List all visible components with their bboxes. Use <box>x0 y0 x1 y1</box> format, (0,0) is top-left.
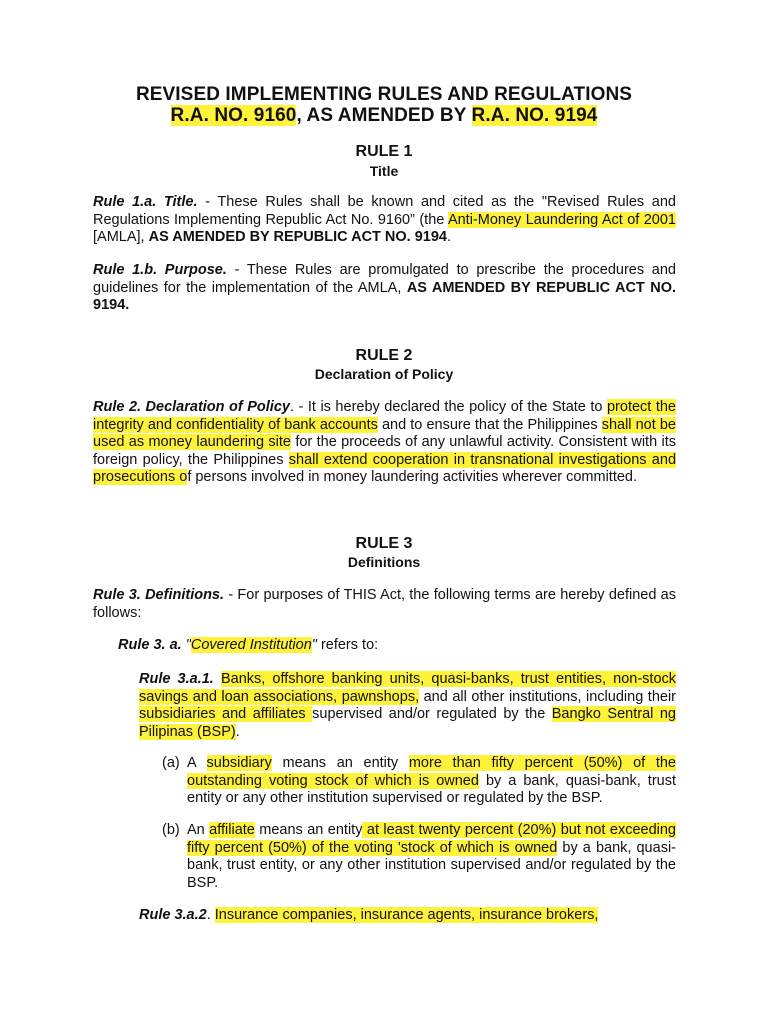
highlight-affiliate: affiliate <box>209 822 255 838</box>
item-marker-a: (a) <box>162 755 180 771</box>
rule-3a-text: refers to: <box>316 637 379 653</box>
item-b-text-0: An <box>187 822 210 838</box>
item-b-text-2: by a bank, quasi-bank, trust entity, or any other institution supervised and/or regulated by the BSP. <box>187 839 676 891</box>
rule-1b-text: - These Rules are promulgated to prescribe the procedures and guidelines for the implementation of the AMLA, <box>93 262 676 296</box>
rule-2-heading: RULE 2 <box>355 347 413 364</box>
title-mid-text: , AS AMENDED BY <box>296 105 472 126</box>
rule-3-subheading: Definitions <box>347 554 421 570</box>
rule-3-text: - For purposes of THIS Act, the following terms are hereby defined as follows: <box>93 587 676 621</box>
highlight-not-laundering-site: shall not be used as money laundering site <box>93 416 676 450</box>
highlight-ra-9194: R.A. NO. 9194 <box>471 105 598 126</box>
rule-3a-quote-open: " <box>181 637 191 653</box>
rule-3a1-text-1: and all other institutions, including their <box>419 688 676 705</box>
rule-2-text-2: for the proceeds of any unlawful activity. Consistent with its foreign policy, the Philippines <box>93 434 676 468</box>
item-a-text-0: A <box>187 755 207 771</box>
document-title <box>0 84 768 126</box>
highlight-ra-9160: R.A. NO. 9160 <box>170 105 297 126</box>
rule-2-text-3: f persons involved in money laundering activities wherever committed. <box>187 469 638 485</box>
rule-1a-paragraph <box>93 194 676 247</box>
rule-3a1-text-3: . <box>235 723 240 740</box>
rule-3a-quote-close: " <box>311 637 317 653</box>
rule-2-label: Rule 2. Declaration of Policy <box>93 399 290 415</box>
rule-1a-bold: AS AMENDED BY REPUBLIC ACT NO. 9194 <box>148 229 447 245</box>
highlight-amla-name: Anti-Money Laundering Act of 2001 <box>447 211 676 228</box>
rule-3a1-paragraph <box>139 671 676 741</box>
rule-3a2-paragraph <box>139 907 676 925</box>
highlight-more-than-fifty: more than fifty percent (50%) of the outstanding voting stock of which is owned <box>187 755 676 789</box>
rule-2-text-1: and to ensure that the Philippines <box>377 416 602 433</box>
definition-item-affiliate <box>162 822 676 892</box>
rule-1a-label: Rule 1.a. Title. <box>93 194 198 210</box>
highlight-covered-institution: Covered Institution <box>190 637 312 653</box>
title-line-1: REVISED IMPLEMENTING RULES AND REGULATIONS <box>135 84 633 105</box>
highlight-twenty-to-fifty: at least twenty percent (20%) but not exceeding fifty percent (50%) of the voting 'stock of which is owned <box>187 822 676 856</box>
highlight-subsidiaries-affiliates: subsidiaries and affiliates <box>139 706 313 722</box>
highlight-protect-integrity: protect the integrity and confidentiality of bank accounts <box>93 399 676 433</box>
item-b-body <box>187 822 676 892</box>
rule-3a2-text-0: . <box>206 907 215 923</box>
rule-2-subheading: Declaration of Policy <box>314 366 454 382</box>
rule-3-label: Rule 3. Definitions. <box>93 587 225 603</box>
highlight-subsidiary: subsidiary <box>206 755 272 771</box>
item-marker-b: (b) <box>162 822 180 838</box>
highlight-banks-list: Banks, offshore banking units, quasi-banks, trust entities, non-stock savings and loan associations, pawnshops, <box>139 671 677 705</box>
item-a-body <box>187 755 676 808</box>
rule-3a2-label: Rule 3.a.2 <box>139 907 207 923</box>
item-a-text-2: by a bank, quasi-bank, trust entity or any other institution supervised or regulated by the BSP. <box>187 772 676 806</box>
title-line-2 <box>0 105 768 126</box>
item-b-text-1: means an entity <box>254 822 363 838</box>
rule-3a-paragraph <box>118 637 676 655</box>
rule-3-heading: RULE 3 <box>355 535 413 552</box>
highlight-bsp: Bangko Sentral ng Pilipinas (BSP) <box>139 706 676 740</box>
rule-1b-paragraph <box>93 262 676 315</box>
item-a-text-1: means an entity <box>271 755 409 771</box>
highlight-extend-cooperation: shall extend cooperation in transnational investigations and prosecutions o <box>93 451 677 485</box>
rule-1-subheading: Title <box>369 163 399 179</box>
rule-3a-label: Rule 3. a. <box>118 637 182 653</box>
rule-1a-text-2: [AMLA], <box>93 229 149 245</box>
rule-3-paragraph <box>93 587 676 622</box>
rule-1b-bold: AS AMENDED BY REPUBLIC ACT NO. 9194. <box>93 279 676 313</box>
definition-item-subsidiary <box>162 755 676 808</box>
rule-3a1-text-2: supervised and/or regulated by the <box>312 706 552 722</box>
rule-1a-text-3: . <box>447 229 452 245</box>
highlight-insurance-list: Insurance companies, insurance agents, insurance brokers, <box>214 907 599 923</box>
rule-3a1-label: Rule 3.a.1. <box>139 671 214 687</box>
rule-1b-label: Rule 1.b. Purpose. <box>93 262 227 278</box>
rule-1-heading: RULE 1 <box>355 143 413 160</box>
rule-2-paragraph <box>93 399 676 487</box>
rule-2-text-0: . - It is hereby declared the policy of the State to <box>289 399 607 415</box>
rule-1a-text: - These Rules shall be known and cited as the "Revised Rules and Regulations Implementing Republic Act No. 9160” (the <box>93 194 676 228</box>
